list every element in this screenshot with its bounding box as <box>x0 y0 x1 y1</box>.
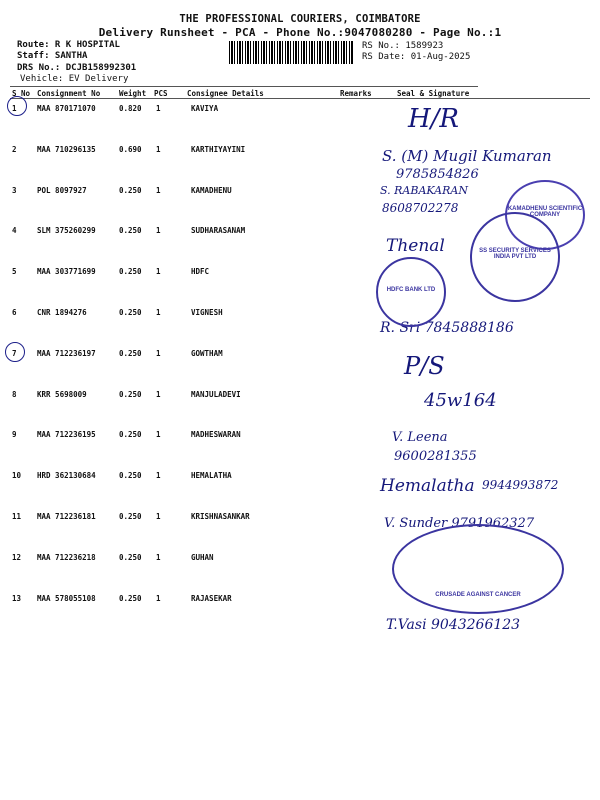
rs-date: RS Date: 01-Aug-2025 <box>362 52 471 62</box>
weight: 0.250 <box>119 349 142 358</box>
consignment-no: POL 8097927 <box>37 186 87 195</box>
weight: 0.250 <box>119 390 142 399</box>
vehicle-text: Vehicle: EV Delivery <box>20 74 129 84</box>
security-services-seal <box>470 212 560 302</box>
consignment-no: MAA 712236197 <box>37 349 96 358</box>
weight: 0.250 <box>119 430 142 439</box>
consignment-no: MAA 578055108 <box>37 594 96 603</box>
consignee-name: GOWTHAM <box>191 349 223 358</box>
header-bottom-rule <box>10 98 590 99</box>
consignee-name: KAMADHENU <box>191 186 232 195</box>
consignee-name: SUDHARASANAM <box>191 226 246 235</box>
consignment-no: MAA 303771699 <box>37 267 96 276</box>
rs-number: RS No.: 1589923 <box>362 41 444 51</box>
sno: 3 <box>12 186 17 195</box>
signature-row2-phone: 9785854826 <box>396 167 479 182</box>
signature-row4: Thenal <box>386 236 445 256</box>
sno: 9 <box>12 430 17 439</box>
col-consignment: Consignment No <box>37 89 101 98</box>
crusade-against-cancer-seal <box>392 524 564 614</box>
runsheet-meta-right <box>362 41 470 63</box>
col-sno: S No <box>12 89 31 98</box>
signature-row8: 45w164 <box>424 390 497 411</box>
sno: 6 <box>12 308 17 317</box>
hdfc-seal-text: HDFC BANK LTD <box>386 287 436 293</box>
sno: 1 <box>12 104 17 113</box>
consignee-name: VIGNESH <box>191 308 223 317</box>
consignment-no: CNR 1894276 <box>37 308 87 317</box>
consignee-name: MADHESWARAN <box>191 430 241 439</box>
pcs: 1 <box>156 594 161 603</box>
signature-row3-phone: 8608702278 <box>382 201 459 215</box>
sno: 2 <box>12 145 17 154</box>
sno: 10 <box>12 471 22 480</box>
sno: 4 <box>12 226 17 235</box>
consignee-name: KARTHIYAYINI <box>191 145 246 154</box>
weight: 0.250 <box>119 267 142 276</box>
pcs: 1 <box>156 512 161 521</box>
security-seal-text: SS SECURITY SERVICES INDIA PVT LTD <box>479 248 551 260</box>
hdfc-bank-seal <box>376 257 446 327</box>
staff-text: Staff: SANTHA <box>17 51 88 61</box>
kamadhenu-seal-text: KAMADHENU SCIENTIFIC COMPANY <box>507 206 583 218</box>
consignee-name: KAVIYA <box>191 104 219 113</box>
circle-mark <box>5 342 25 362</box>
col-pcs: PCS <box>154 89 168 98</box>
signature-row10-name: Hemalatha <box>380 476 475 496</box>
signature-row2-name: S. (M) Mugil Kumaran <box>382 147 552 165</box>
col-consignee: Consignee Details <box>187 89 264 98</box>
consignment-no: MAA 712236181 <box>37 512 96 521</box>
pcs: 1 <box>156 308 161 317</box>
weight: 0.250 <box>119 471 142 480</box>
col-remarks: Remarks <box>340 89 372 98</box>
sno: 12 <box>12 553 22 562</box>
consignee-name: GUHAN <box>191 553 214 562</box>
weight: 0.250 <box>119 512 142 521</box>
weight: 0.820 <box>119 104 142 113</box>
pcs: 1 <box>156 349 161 358</box>
col-seal: Seal & Signature <box>397 89 470 98</box>
sno: 13 <box>12 594 22 603</box>
weight: 0.250 <box>119 594 142 603</box>
pcs: 1 <box>156 104 161 113</box>
sno: 8 <box>12 390 17 399</box>
consignment-no: MAA 710296135 <box>37 145 96 154</box>
sno: 5 <box>12 267 17 276</box>
consignment-no: MAA 870171070 <box>37 104 96 113</box>
weight: 0.250 <box>119 186 142 195</box>
pcs: 1 <box>156 267 161 276</box>
signature-row11: V. Sunder 9791962327 <box>384 516 535 531</box>
signature-row3-name: S. RABAKARAN <box>380 184 468 197</box>
sno: 7 <box>12 349 17 358</box>
pcs: 1 <box>156 145 161 154</box>
signature-row7: P/S <box>404 352 445 380</box>
circle-mark <box>7 96 27 116</box>
header-top-rule <box>10 86 478 87</box>
route-text: Route: R K HOSPITAL <box>17 40 120 50</box>
weight: 0.250 <box>119 308 142 317</box>
weight: 0.250 <box>119 226 142 235</box>
consignment-no: SLM 375260299 <box>37 226 96 235</box>
col-weight: Weight <box>119 89 147 98</box>
consignment-no: MAA 712236218 <box>37 553 96 562</box>
signature-row13: T.Vasi 9043266123 <box>386 617 521 633</box>
runsheet-subtitle: Delivery Runsheet - PCA - Phone No.:9047080280 - Page No.:1 <box>98 26 502 39</box>
consignee-name: HDFC <box>191 267 210 276</box>
pcs: 1 <box>156 390 161 399</box>
runsheet-meta-left <box>17 40 136 85</box>
weight: 0.690 <box>119 145 142 154</box>
consignment-no: MAA 712236195 <box>37 430 96 439</box>
consignee-name: MANJULADEVI <box>191 390 241 399</box>
consignee-name: KRISHNASANKAR <box>191 512 250 521</box>
barcode <box>229 41 353 64</box>
consignee-name: RAJASEKAR <box>191 594 232 603</box>
signature-row10-phone: 9944993872 <box>482 478 559 492</box>
consignment-no: HRD 362130684 <box>37 471 96 480</box>
signature-row6: R. Sri 7845888186 <box>380 320 514 336</box>
pcs: 1 <box>156 553 161 562</box>
pcs: 1 <box>156 430 161 439</box>
weight: 0.250 <box>119 553 142 562</box>
pcs: 1 <box>156 226 161 235</box>
drs-number: DRS No.: DCJB158992301 <box>17 63 137 73</box>
sno: 11 <box>12 512 22 521</box>
pcs: 1 <box>156 471 161 480</box>
crusade-seal-text: CRUSADE AGAINST CANCER <box>435 592 521 598</box>
signature-row9-name: V. Leena <box>392 430 448 445</box>
signature-row9-phone: 9600281355 <box>394 449 477 464</box>
consignee-name: HEMALATHA <box>191 471 232 480</box>
signature-row1: H/R <box>408 104 460 134</box>
consignment-no: KRR 5698009 <box>37 390 87 399</box>
pcs: 1 <box>156 186 161 195</box>
company-title: THE PROFESSIONAL COURIERS, COIMBATORE <box>179 13 421 25</box>
